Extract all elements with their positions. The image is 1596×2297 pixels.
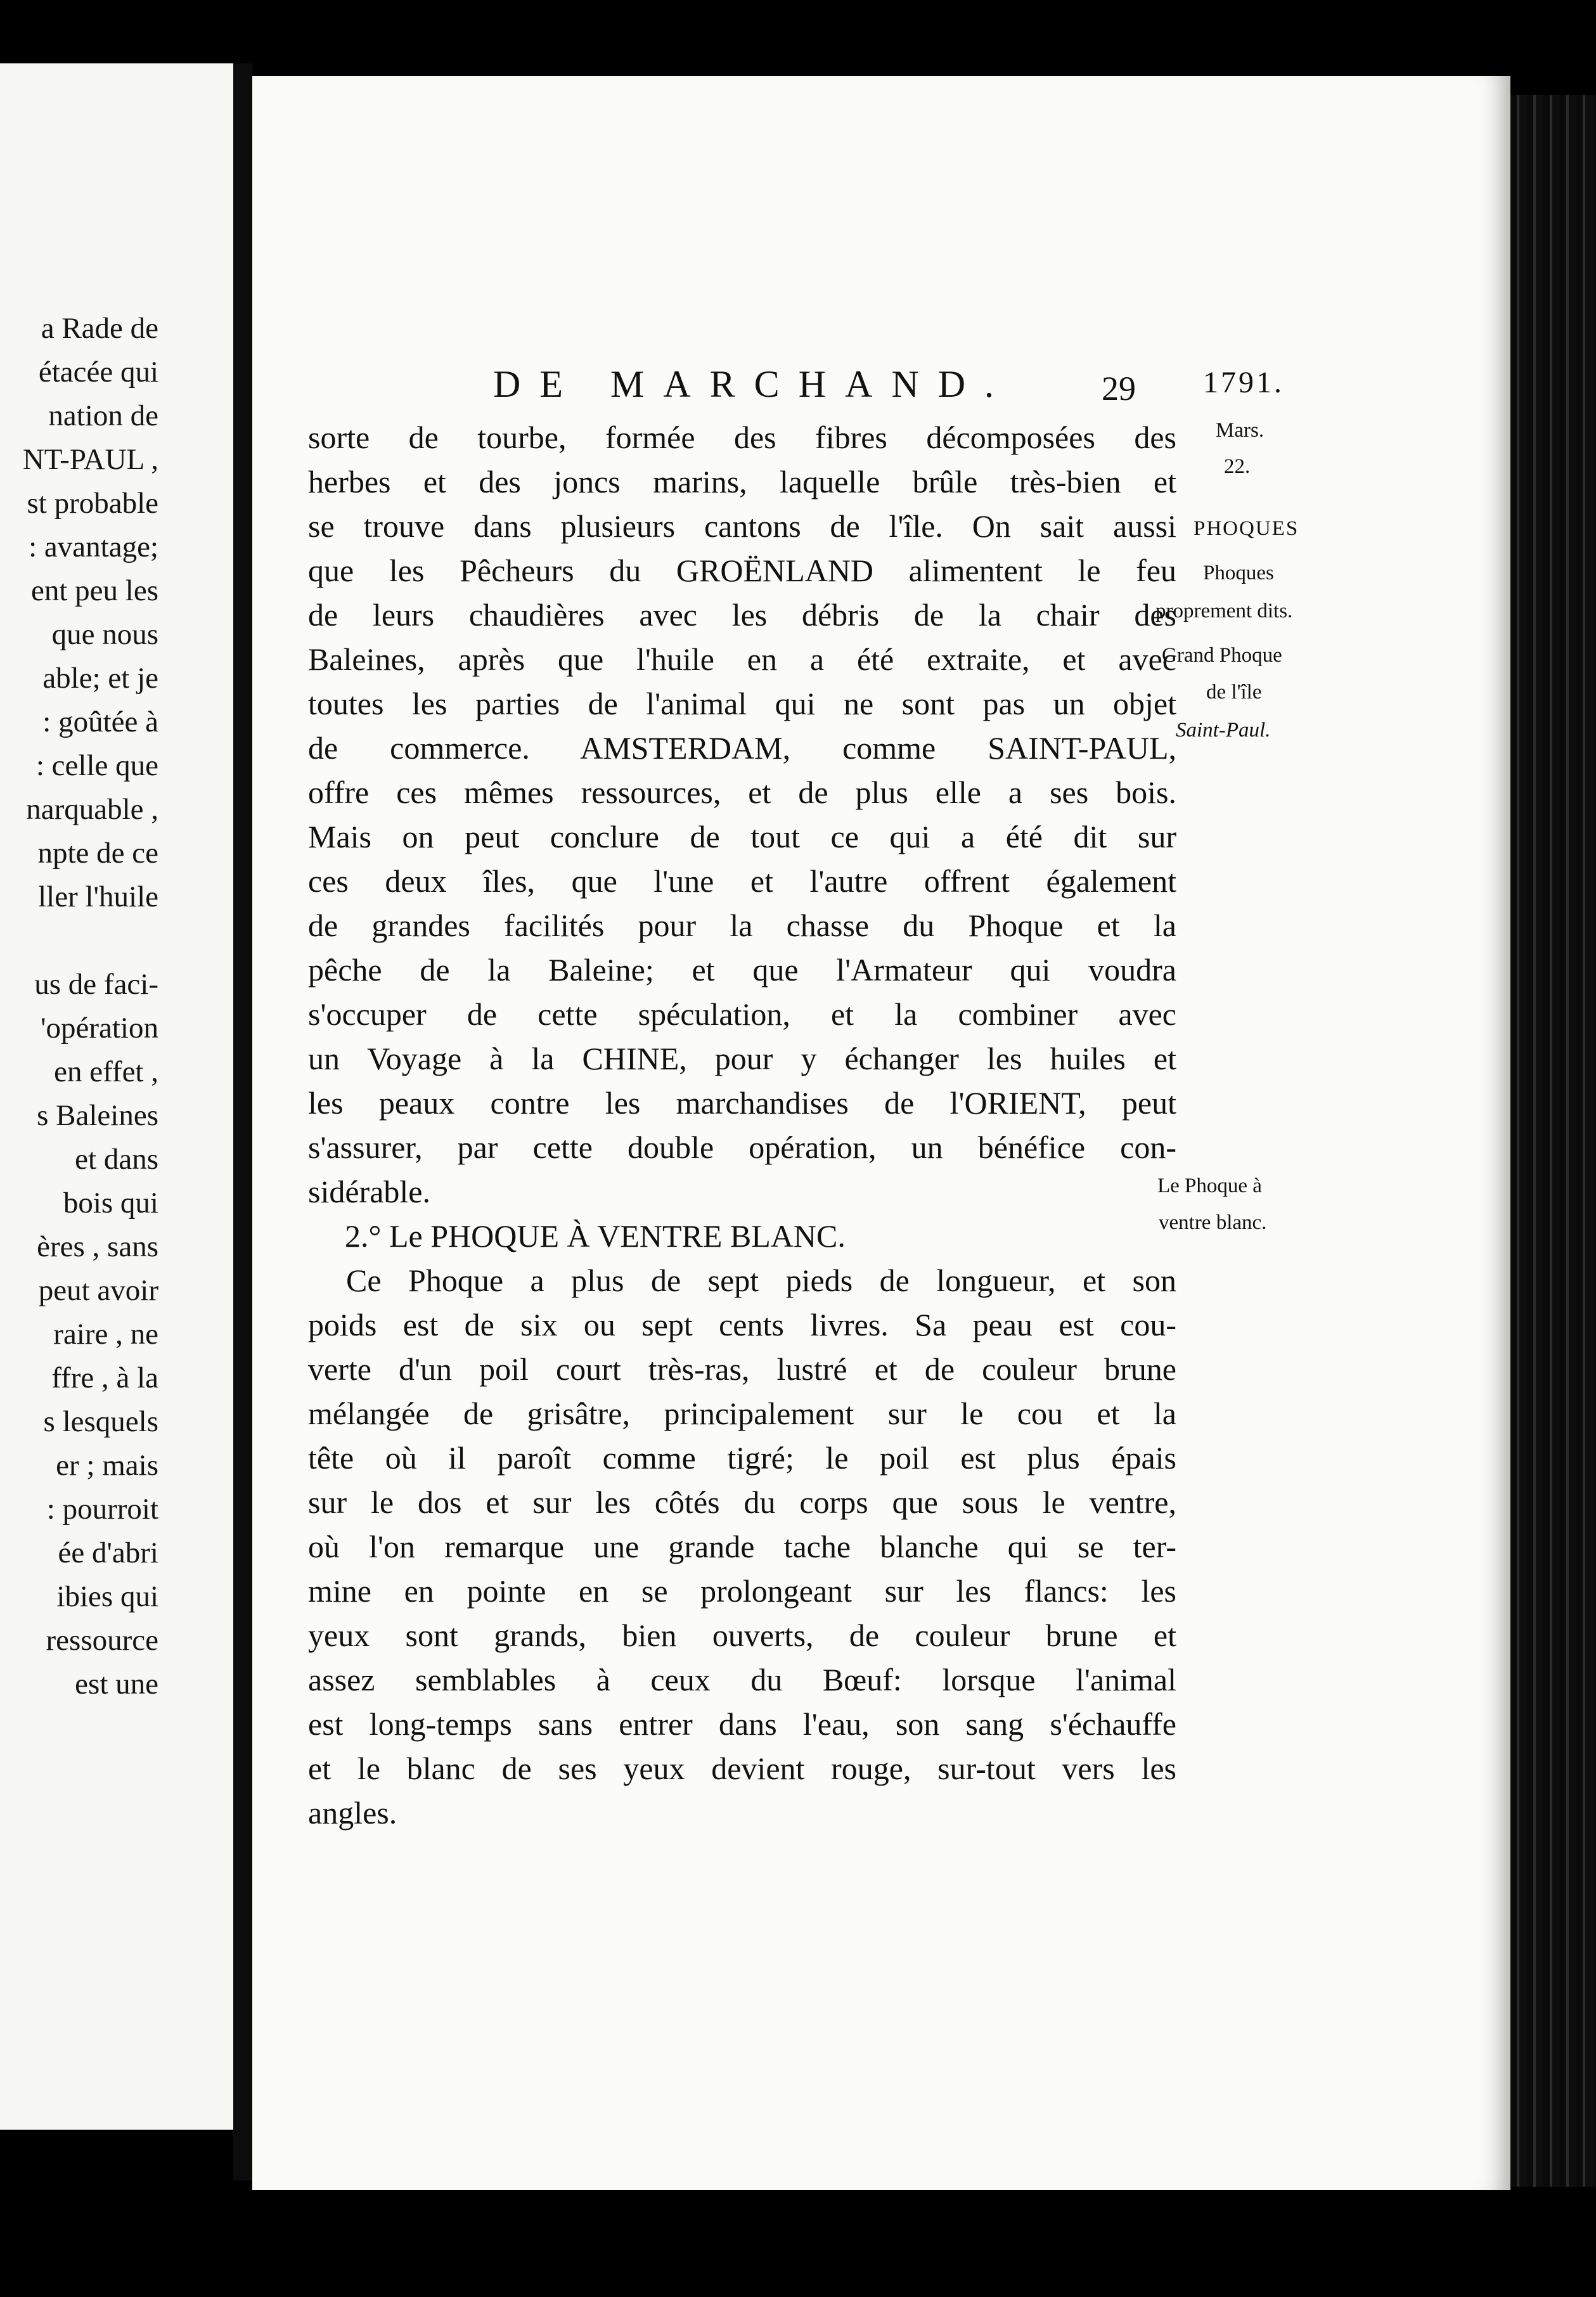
text-line: yeux sont grands, bien ouverts, de couleur brune et: [308, 1618, 1176, 1653]
text-line: angles.: [308, 1795, 397, 1831]
left-page-line: bois qui: [63, 1187, 158, 1219]
left-facing-page: [0, 63, 237, 2130]
left-page-line: s Baleines: [37, 1099, 158, 1132]
margin-day: 22.: [1224, 455, 1251, 478]
left-page-line: st probable: [27, 487, 158, 520]
left-page-line: que nous: [51, 618, 158, 651]
margin-ventre-blanc-2: ventre blanc.: [1159, 1211, 1267, 1234]
text-line: sorte de tourbe, formée des fibres décomposées des: [308, 420, 1176, 455]
text-line: verte d'un poil court très-ras, lustré et de couleur brune: [308, 1351, 1176, 1387]
text-line: que les Pêcheurs du GROËNLAND alimentent le feu: [308, 553, 1176, 588]
text-line: tête où il paroît comme tigré; le poil est plus épais: [308, 1440, 1176, 1476]
text-line: toutes les parties de l'animal qui ne sont pas un objet: [308, 686, 1176, 721]
left-page-line: able; et je: [42, 662, 158, 695]
left-page-line: npte de ce: [37, 837, 158, 870]
running-title: DE MARCHAND.: [493, 363, 1014, 405]
margin-grand-phoque-1: Grand Phoque: [1162, 644, 1282, 667]
margin-phoques-heading: PHOQUES: [1194, 517, 1299, 540]
margin-grand-phoque-3: Saint-Paul.: [1176, 719, 1271, 742]
margin-year: 1791.: [1203, 366, 1284, 399]
text-line: mine en pointe en se prolongeant sur les flancs: les: [308, 1573, 1176, 1609]
left-page-line: a Rade de: [41, 312, 158, 345]
text-line: de commerce. AMSTERDAM, comme SAINT-PAUL,: [308, 730, 1176, 766]
text-line: s'occuper de cette spéculation, et la combiner avec: [308, 996, 1176, 1032]
text-line: s'assurer, par cette double opération, un bénéfice con-: [308, 1129, 1176, 1165]
text-line: herbes et des joncs marins, laquelle brûle très-bien et: [308, 464, 1176, 499]
left-page-line: : celle que: [35, 749, 158, 782]
margin-month: Mars.: [1216, 419, 1265, 442]
text-line: ces deux îles, que l'une et l'autre offrent également: [308, 863, 1176, 899]
left-page-line: est une: [75, 1668, 158, 1701]
left-page-line: étacée qui: [38, 356, 158, 389]
page-header: [493, 363, 1136, 408]
text-line: où l'on remarque une grande tache blanche qui se ter-: [308, 1529, 1176, 1564]
text-line: mélangée de grisâtre, principalement sur le cou et la: [308, 1396, 1176, 1431]
text-line: Mais on peut conclure de tout ce qui a été dit sur: [308, 819, 1176, 854]
text-line: assez semblables à ceux du Bœuf: lorsque l'animal: [308, 1662, 1176, 1697]
left-page-line: 'opération: [41, 1012, 158, 1045]
text-line: les peaux contre les marchandises de l'ORIENT, peut: [308, 1085, 1176, 1121]
left-page-line: peut avoir: [38, 1274, 158, 1307]
margin-phoques-sub2: proprement dits.: [1155, 600, 1293, 622]
left-page-line: ibies qui: [56, 1580, 158, 1613]
text-line: poids est de six ou sept cents livres. Sa peau est cou-: [308, 1307, 1176, 1342]
page-number: 29: [1102, 370, 1136, 408]
left-page-line: nation de: [48, 399, 158, 432]
text-line: sidérable.: [308, 1174, 430, 1209]
text-line: de grandes facilités pour la chasse du Phoque et la: [308, 908, 1176, 943]
left-page-line: : goûtée à: [42, 705, 158, 738]
left-page-line: s lesquels: [43, 1405, 158, 1438]
body-text: [308, 415, 1176, 1835]
left-page-line: ères , sans: [37, 1230, 158, 1263]
text-line: Ce Phoque a plus de sept pieds de longueur, et son: [346, 1263, 1176, 1298]
left-page-line: narquable ,: [26, 793, 158, 826]
text-line: de leurs chaudières avec les débris de la chair des: [308, 597, 1176, 633]
text-line: un Voyage à la CHINE, pour y échanger les huiles et: [308, 1041, 1176, 1076]
margin-phoques-sub1: Phoques: [1203, 562, 1274, 584]
left-page-line: en effet ,: [54, 1055, 158, 1088]
text-line: se trouve dans plusieurs cantons de l'île. On sait aussi: [308, 508, 1176, 544]
section-heading: 2.° Le PHOQUE À VENTRE BLANC.: [345, 1218, 846, 1254]
left-page-line: ée d'abri: [58, 1536, 158, 1569]
book-gutter: [233, 63, 252, 2180]
left-page-line: ffre , à la: [51, 1361, 158, 1394]
left-page-line: er ; mais: [56, 1449, 158, 1482]
text-line: offre ces mêmes ressources, et de plus elle a ses bois.: [308, 775, 1176, 810]
left-page-line: NT-PAUL ,: [22, 443, 158, 476]
left-page-line: raire , ne: [53, 1318, 158, 1351]
text-line: Baleines, après que l'huile en a été extraite, et avec: [308, 641, 1176, 677]
left-page-line: ressource: [46, 1624, 158, 1657]
left-page-line: : pourroit: [46, 1493, 158, 1526]
left-page-line: ent peu les: [31, 574, 158, 607]
book-edge: [1510, 95, 1596, 2187]
left-page-line: : avantage;: [29, 531, 158, 563]
left-page-line: us de faci-: [34, 968, 158, 1001]
left-page-line: et dans: [75, 1143, 158, 1176]
text-line: est long-temps sans entrer dans l'eau, son sang s'échauffe: [308, 1706, 1176, 1742]
text-line: pêche de la Baleine; et que l'Armateur qui voudra: [308, 952, 1176, 988]
main-page: [252, 76, 1510, 2190]
margin-grand-phoque-2: de l'île: [1206, 681, 1262, 704]
margin-ventre-blanc-1: Le Phoque à: [1157, 1174, 1262, 1197]
left-page-line: ller l'huile: [38, 880, 158, 913]
text-line: et le blanc de ses yeux devient rouge, sur-tout vers les: [308, 1751, 1176, 1786]
text-line: sur le dos et sur les côtés du corps que sous le ventre,: [308, 1484, 1176, 1520]
